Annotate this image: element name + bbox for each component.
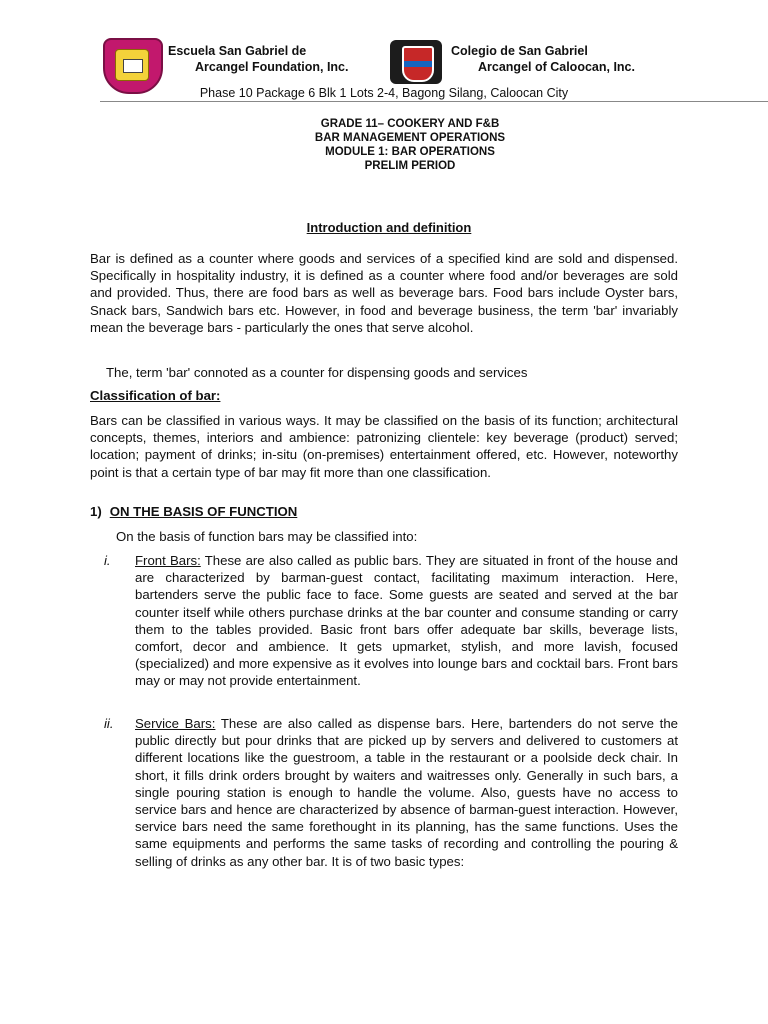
book-icon: [123, 59, 143, 73]
school-address: Phase 10 Package 6 Blk 1 Lots 2-4, Bagong Silang, Caloocan City: [199, 86, 569, 100]
section-title: Introduction and definition: [306, 220, 472, 235]
intro-paragraph: Bar is defined as a counter where goods and services of a specified kind are sold and dispensed. Specifically in hospitality industry, it is defined as a counter where food and/or beverages are sold and provided. Thus, there are food bars as well as beverage bars. Food bars include Oyster bars, Snack bars, Sandwich bars etc. However, in food and beverage business, the term 'bar' invariably mean the beverage bars - particularly the ones that serve alcohol.: [90, 251, 678, 335]
classification-heading: Classification of bar:: [90, 388, 221, 403]
function-heading: 1) ON THE BASIS OF FUNCTION: [90, 504, 298, 519]
school-name-left: Escuela San Gabriel de Arcangel Foundation, Inc.: [168, 44, 349, 74]
shield-icon: [402, 46, 434, 82]
document-page: Escuela San Gabriel de Arcangel Foundation, Inc. Colegio de San Gabriel Arcangel of Caloocan, Inc. Phase 10 Package 6 Blk 1 Lots 2-4, Bagong Silang, Caloocan City GRADE 11– COOKERY AND F&B BAR MANAGEMENT OPERATIONS MODULE 1: BAR OPERATIONS PRELIM PERIOD Introduction and definition Bar is defined as a counter where goods and services of a specified kind are sold and dispensed. Specifically in hospitality industry, it is defined as a counter where food and/or beverages are sold and provided. Thus, there are food bars as well as beverage bars. Food bars include Oyster bars, Snack bars, Sandwich bars etc. However, in food and beverage business, the term 'bar' invariably mean the beverage bars - particularly the ones that serve alcohol. The, term 'bar' connoted as a counter for dispensing goods and services Classification of bar: Bars can be classified in various ways. It may be classified on the basis of its function; architectural concepts, themes, interiors and ambience: patronizing clientele: key beverage (product) served; location; payment of drinks; in-situ (on-premises) entertainment offered, etc. However, noteworthy point is that a certain type of bar may fit more than one classification. 1) ON THE BASIS OF FUNCTION On the basis of function bars may be classified into: i. Front Bars: These are also called as public bars. They are situated in front of the house and are characterized by barman-guest contact, facilitating maximum interaction. Here, bartenders serve the public face to face. Some guests are seated and served at the bar counter itself while others purchase drinks at the bar counter and consume standing or carry them to the tables provided. Basic front bars offer adequate bar skills, beverage lists, comfort, decor and ambience. It gets upmarket, stylish, and more lavish, focused (specialized) and more expensive as it evolves into lounge bars and cocktail bars. Front bars may or may not provide entertainment. ii. Service Bars: These are also called as dispense bars. Here, bartenders do not serve the public directly but pour drinks that are picked up by servers and delivered to customers at different locations like the guestroom, a table in the restaurant or a poolside deck chair. In short, it fills drink orders brought by waiters and waitresses only. Generally in such bars, a single pouring station is enough to handle the volume. Also, guests have no access to service bars and hence are characterized by absence of barman-guest interaction. However, service bars need the same forethought in its planning, has the same functions. Uses the same equipments and performs the same tasks of recording and controlling the pouring & selling of drinks as any other bar. It is of two basic types:: [0, 0, 768, 1024]
school-logo-right: [390, 40, 442, 84]
school-name-right: Colegio de San Gabriel Arcangel of Caloocan, Inc.: [451, 44, 635, 74]
classification-paragraph: Bars can be classified in various ways. It may be classified on the basis of its function; architectural concepts, themes, interiors and ambience: patronizing clientele: key beverage (product) served; location; payment of drinks; in-situ (on-premises) entertainment offered, etc. However, noteworthy point is that a certain type of bar may fit more than one classification.: [90, 413, 678, 480]
function-intro: On the basis of function bars may be classified into:: [116, 529, 418, 544]
header-divider: [100, 101, 768, 102]
intro-line: The, term 'bar' connoted as a counter for dispensing goods and services: [106, 365, 528, 380]
module-title: GRADE 11– COOKERY AND F&B BAR MANAGEMENT OPERATIONS MODULE 1: BAR OPERATIONS PRELIM PERIOD: [314, 118, 506, 172]
